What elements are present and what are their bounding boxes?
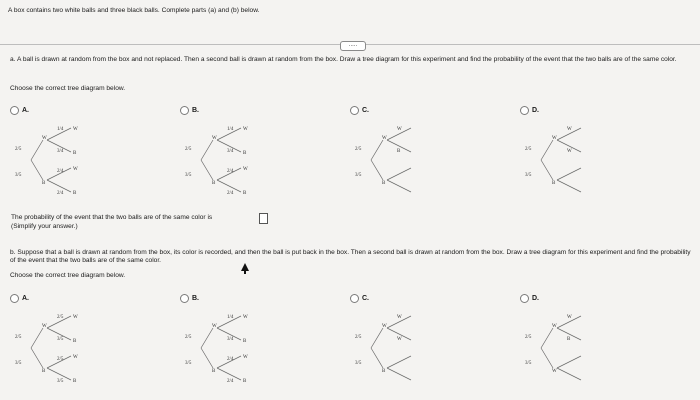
probability-text: The probability of the event that the two balls are of the same color is xyxy=(11,214,213,221)
tree-lower-top-prob: 2/4 xyxy=(227,169,234,174)
tree-upper-top-prob: 1/4 xyxy=(227,315,234,320)
tree-mid-top-label: W xyxy=(552,136,557,141)
part-b-option-1[interactable] xyxy=(180,294,199,303)
tree-lower-b-label: B xyxy=(243,191,247,196)
part-b-option-0-label: A. xyxy=(22,295,29,302)
tree-left-bottom-prob: 3/5 xyxy=(525,361,532,366)
tree-left-bottom-prob: 3/5 xyxy=(185,173,192,178)
tree-branch-1 xyxy=(371,160,383,180)
tree-left-bottom-prob: 3/5 xyxy=(355,361,362,366)
tree-upper-b-label: B xyxy=(243,339,247,344)
tree-branch-1 xyxy=(31,348,43,368)
part-b-choose-label: Choose the correct tree diagram below. xyxy=(10,272,126,279)
tree-branch-0 xyxy=(201,140,213,160)
tree-branch-1 xyxy=(541,160,553,180)
part-a-option-2[interactable] xyxy=(350,106,369,115)
part-b-option-2-radio[interactable] xyxy=(350,294,359,303)
tree-lower-b-label: B xyxy=(73,379,77,384)
tree-branch-4 xyxy=(557,356,581,368)
tree-mid-top-label: W xyxy=(382,324,387,329)
answer-input[interactable] xyxy=(259,213,268,224)
tree-mid-top-label: W xyxy=(212,324,217,329)
tree-upper-top-prob: 1/4 xyxy=(227,127,234,132)
tree-upper-top-prob: W xyxy=(567,315,572,320)
part-b-option-3[interactable] xyxy=(520,294,539,303)
part-a-option-0-radio[interactable] xyxy=(10,106,19,115)
tree-branch-4 xyxy=(387,168,411,180)
tree-left-bottom-prob: 3/5 xyxy=(15,173,22,178)
tree-lower-a-label: W xyxy=(243,355,248,360)
tree-branch-0 xyxy=(31,140,43,160)
tree-mid-bottom-label: B xyxy=(212,181,216,186)
part-a-option-3-radio[interactable] xyxy=(520,106,529,115)
tree-branch-0 xyxy=(201,328,213,348)
part-b-option-2-label: C. xyxy=(362,295,369,302)
tree-lower-bottom-prob: 2/4 xyxy=(57,191,64,196)
part-a-option-1-tree xyxy=(183,120,273,200)
part-b-option-1-radio[interactable] xyxy=(180,294,189,303)
tree-left-top-prob: 2/5 xyxy=(355,335,362,340)
tree-upper-bottom-prob: 3/5 xyxy=(57,337,64,342)
part-b-option-1-label: B. xyxy=(192,295,199,302)
part-a-prompt: a. A ball is drawn at random from the box and not replaced. Then a second ball is drawn at random from the box. Draw a tree diagram for this experiment and find the probability of the event that the two balls are of the same color. xyxy=(10,56,677,63)
part-b-option-2[interactable] xyxy=(350,294,369,303)
tree-branch-0 xyxy=(541,328,553,348)
tree-lower-top-prob: 2/4 xyxy=(227,357,234,362)
tree-left-bottom-prob: 3/5 xyxy=(185,361,192,366)
tree-branch-1 xyxy=(201,160,213,180)
tree-mid-bottom-label: B xyxy=(42,369,46,374)
tree-branch-1 xyxy=(371,348,383,368)
tree-left-top-prob: 2/5 xyxy=(525,147,532,152)
tree-upper-bottom-prob: B xyxy=(567,337,571,342)
question-intro: A box contains two white balls and three black balls. Complete parts (a) and (b) below. xyxy=(8,7,260,14)
part-b-option-0[interactable] xyxy=(10,294,29,303)
tree-branch-1 xyxy=(201,348,213,368)
tree-upper-bottom-prob: 3/4 xyxy=(227,337,234,342)
tree-mid-bottom-label: B xyxy=(42,181,46,186)
part-a-option-0[interactable] xyxy=(10,106,29,115)
tree-left-bottom-prob: 3/5 xyxy=(355,173,362,178)
tree-left-bottom-prob: 3/5 xyxy=(525,173,532,178)
tree-branch-4 xyxy=(387,356,411,368)
part-b-option-0-tree xyxy=(13,308,103,388)
tree-upper-bottom-prob: W xyxy=(567,149,572,154)
tree-branch-0 xyxy=(371,328,383,348)
part-a-option-0-tree xyxy=(13,120,103,200)
tree-mid-top-label: W xyxy=(382,136,387,141)
tree-upper-bottom-prob: B xyxy=(397,149,401,154)
tree-left-top-prob: 2/5 xyxy=(15,335,22,340)
tree-lower-bottom-prob: 3/5 xyxy=(57,379,64,384)
part-b-option-3-tree xyxy=(523,308,613,388)
tree-upper-top-prob: W xyxy=(397,127,402,132)
tree-upper-top-prob: 2/5 xyxy=(57,315,64,320)
tree-branch-0 xyxy=(371,140,383,160)
tree-mid-bottom-label: B xyxy=(382,369,386,374)
part-b-option-2-tree xyxy=(353,308,443,388)
tree-branch-0 xyxy=(541,140,553,160)
tree-lower-a-label: W xyxy=(73,167,78,172)
simplify-hint: (Simplify your answer.) xyxy=(11,223,78,230)
tree-left-top-prob: 2/5 xyxy=(185,335,192,340)
part-b-prompt: b. Suppose that a ball is drawn at random from the box, its color is recorded, and then the ball is put back in the box. Then a second ball is drawn at random from the box. Draw a tree diagram for this experiment and find the probability of the event that the two balls are of the same color. xyxy=(10,249,691,264)
tree-branch-4 xyxy=(557,168,581,180)
mouse-cursor-icon xyxy=(241,263,249,271)
tree-upper-bottom-prob: 3/4 xyxy=(227,149,234,154)
tree-lower-b-label: B xyxy=(73,191,77,196)
tree-left-top-prob: 2/5 xyxy=(15,147,22,152)
tree-branch-5 xyxy=(557,368,581,380)
part-a-option-3-label: D. xyxy=(532,107,539,114)
part-b-option-3-label: D. xyxy=(532,295,539,302)
part-a-option-1[interactable] xyxy=(180,106,199,115)
tree-upper-a-label: W xyxy=(73,127,78,132)
tree-branch-1 xyxy=(541,348,553,368)
tree-upper-bottom-prob: W xyxy=(397,337,402,342)
tree-lower-a-label: W xyxy=(243,167,248,172)
tree-upper-b-label: B xyxy=(73,339,77,344)
part-a-option-3-tree xyxy=(523,120,613,200)
tree-upper-top-prob: W xyxy=(397,315,402,320)
part-a-option-0-label: A. xyxy=(22,107,29,114)
tree-upper-a-label: W xyxy=(73,315,78,320)
tree-left-top-prob: 2/5 xyxy=(185,147,192,152)
tree-lower-bottom-prob: 2/4 xyxy=(227,191,234,196)
tree-upper-top-prob: W xyxy=(567,127,572,132)
tree-left-top-prob: 2/5 xyxy=(355,147,362,152)
part-a-option-1-label: B. xyxy=(192,107,199,114)
tree-upper-a-label: W xyxy=(243,127,248,132)
tree-branch-5 xyxy=(387,180,411,192)
tree-mid-top-label: W xyxy=(212,136,217,141)
tree-branch-5 xyxy=(387,368,411,380)
tree-branch-1 xyxy=(31,160,43,180)
tree-upper-b-label: B xyxy=(243,151,247,156)
tree-mid-top-label: W xyxy=(42,324,47,329)
part-b-option-1-tree xyxy=(183,308,273,388)
tree-lower-top-prob: 2/4 xyxy=(57,169,64,174)
tree-branch-0 xyxy=(31,328,43,348)
tree-lower-top-prob: 2/5 xyxy=(57,357,64,362)
part-a-option-2-tree xyxy=(353,120,443,200)
part-a-choose-label: Choose the correct tree diagram below. xyxy=(10,85,126,92)
part-a-option-1-radio[interactable] xyxy=(180,106,189,115)
tree-mid-top-label: W xyxy=(42,136,47,141)
tree-lower-bottom-prob: 2/4 xyxy=(227,379,234,384)
tree-mid-bottom-label: B xyxy=(212,369,216,374)
tree-upper-b-label: B xyxy=(73,151,77,156)
tree-upper-top-prob: 1/4 xyxy=(57,127,64,132)
tree-branch-5 xyxy=(557,180,581,192)
tree-mid-bottom-label: B xyxy=(552,181,556,186)
part-a-option-2-radio[interactable] xyxy=(350,106,359,115)
part-b-option-0-radio[interactable] xyxy=(10,294,19,303)
tree-lower-a-label: W xyxy=(73,355,78,360)
tree-mid-bottom-label: B xyxy=(382,181,386,186)
tree-lower-b-label: B xyxy=(243,379,247,384)
tree-left-bottom-prob: 3/5 xyxy=(15,361,22,366)
tree-upper-bottom-prob: 3/4 xyxy=(57,149,64,154)
part-b-option-3-radio[interactable] xyxy=(520,294,529,303)
tree-mid-bottom-label: W xyxy=(552,369,557,374)
tree-left-top-prob: 2/5 xyxy=(525,335,532,340)
part-a-option-3[interactable] xyxy=(520,106,539,115)
more-button[interactable]: ..... xyxy=(340,41,366,51)
part-a-option-2-label: C. xyxy=(362,107,369,114)
tree-upper-a-label: W xyxy=(243,315,248,320)
tree-mid-top-label: W xyxy=(552,324,557,329)
